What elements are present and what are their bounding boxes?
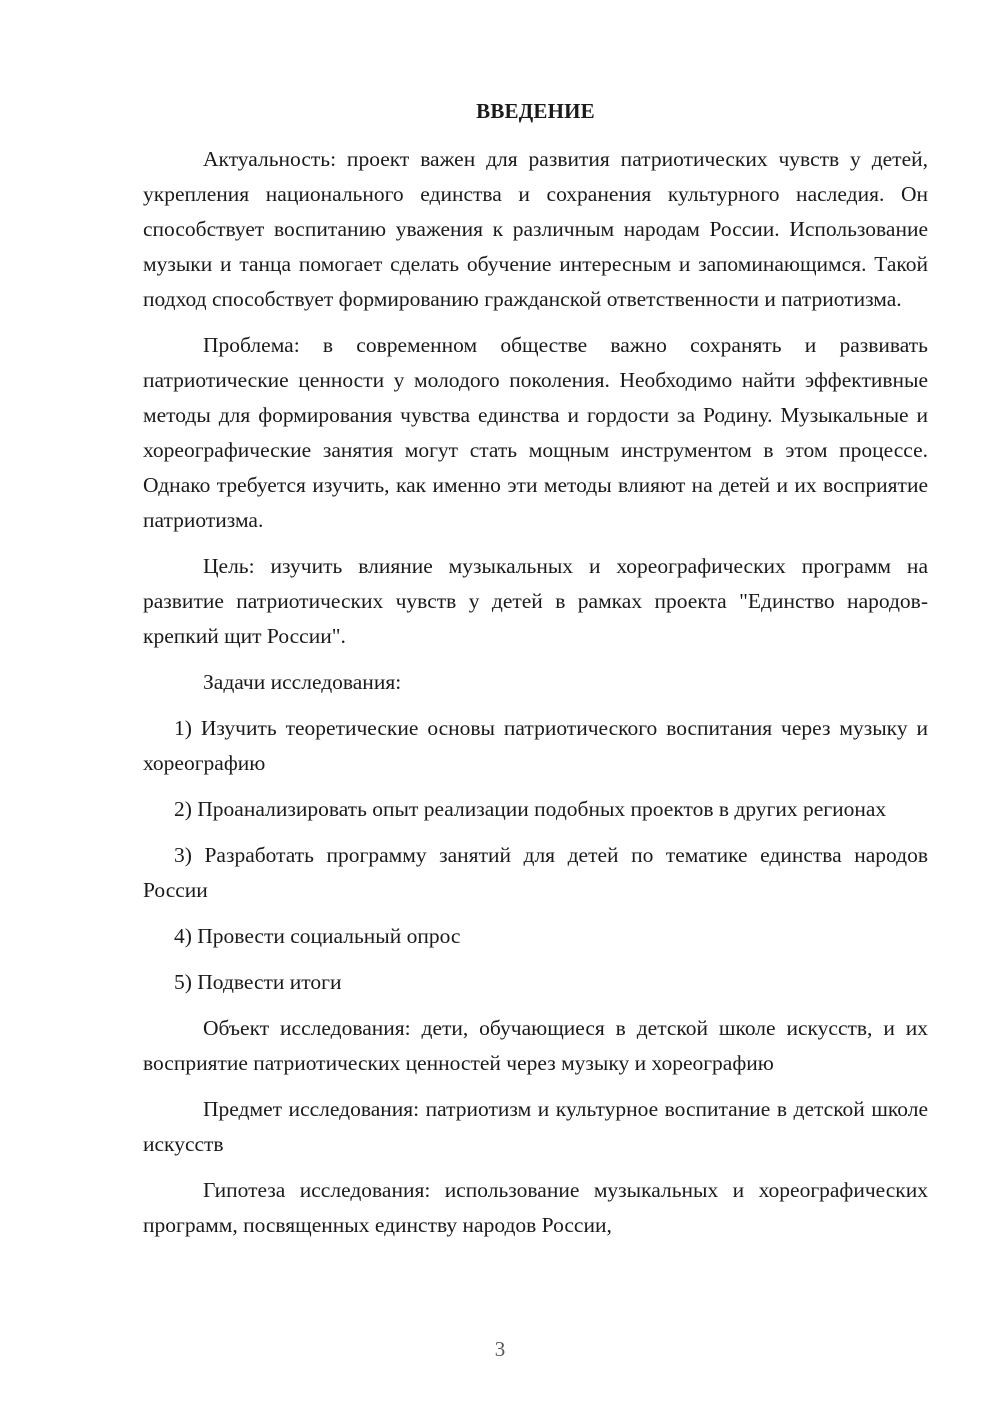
hypothesis-paragraph: Гипотеза исследования: использование музыкальных и хореографических программ, посвященных единству народов России, [143,1178,928,1237]
task-item-3: 3) Разработать программу занятий для детей по тематике единства народов России [143,843,928,902]
relevance-paragraph: Актуальность: проект важен для развития патриотических чувств у детей, укрепления национального единства и сохранения культурного наследия. Он способствует воспитанию уважения к различным народам России. Использование музыки и танца помогает сделать обучение интересным и запоминающимся. Такой подход способствует формированию гражданской ответственности и патриотизма. [143,147,928,311]
task-item-1: 1) Изучить теоретические основы патриотического воспитания через музыку и хореографию [143,716,928,775]
task-item-2: 2) Проанализировать опыт реализации подобных проектов в других регионах [174,797,887,821]
task-item-5: 5) Подвести итоги [174,970,342,994]
goal-paragraph: Цель: изучить влияние музыкальных и хореографических программ на развитие патриотических чувств у детей в рамках проекта "Единство народов-крепкий щит России". [143,554,928,648]
page-number: 3 [494,1337,506,1361]
tasks-heading: Задачи исследования: [203,670,402,694]
problem-paragraph: Проблема: в современном обществе важно сохранять и развивать патриотические ценности у молодого поколения. Необходимо найти эффективные методы для формирования чувства единства и гордости за Родину. Музыкальные и хореографические занятия могут стать мощным инструментом в этом процессе. Однако требуется изучить, как именно эти методы влияют на детей и их восприятие патриотизма. [143,333,928,532]
task-item-4: 4) Провести социальный опрос [174,924,461,948]
section-title: ВВЕДЕНИЕ [476,99,595,123]
object-paragraph: Объект исследования: дети, обучающиеся в детской школе искусств, и их восприятие патриотических ценностей через музыку и хореографию [143,1016,928,1075]
subject-paragraph: Предмет исследования: патриотизм и культурное воспитание в детской школе искусств [143,1097,928,1156]
